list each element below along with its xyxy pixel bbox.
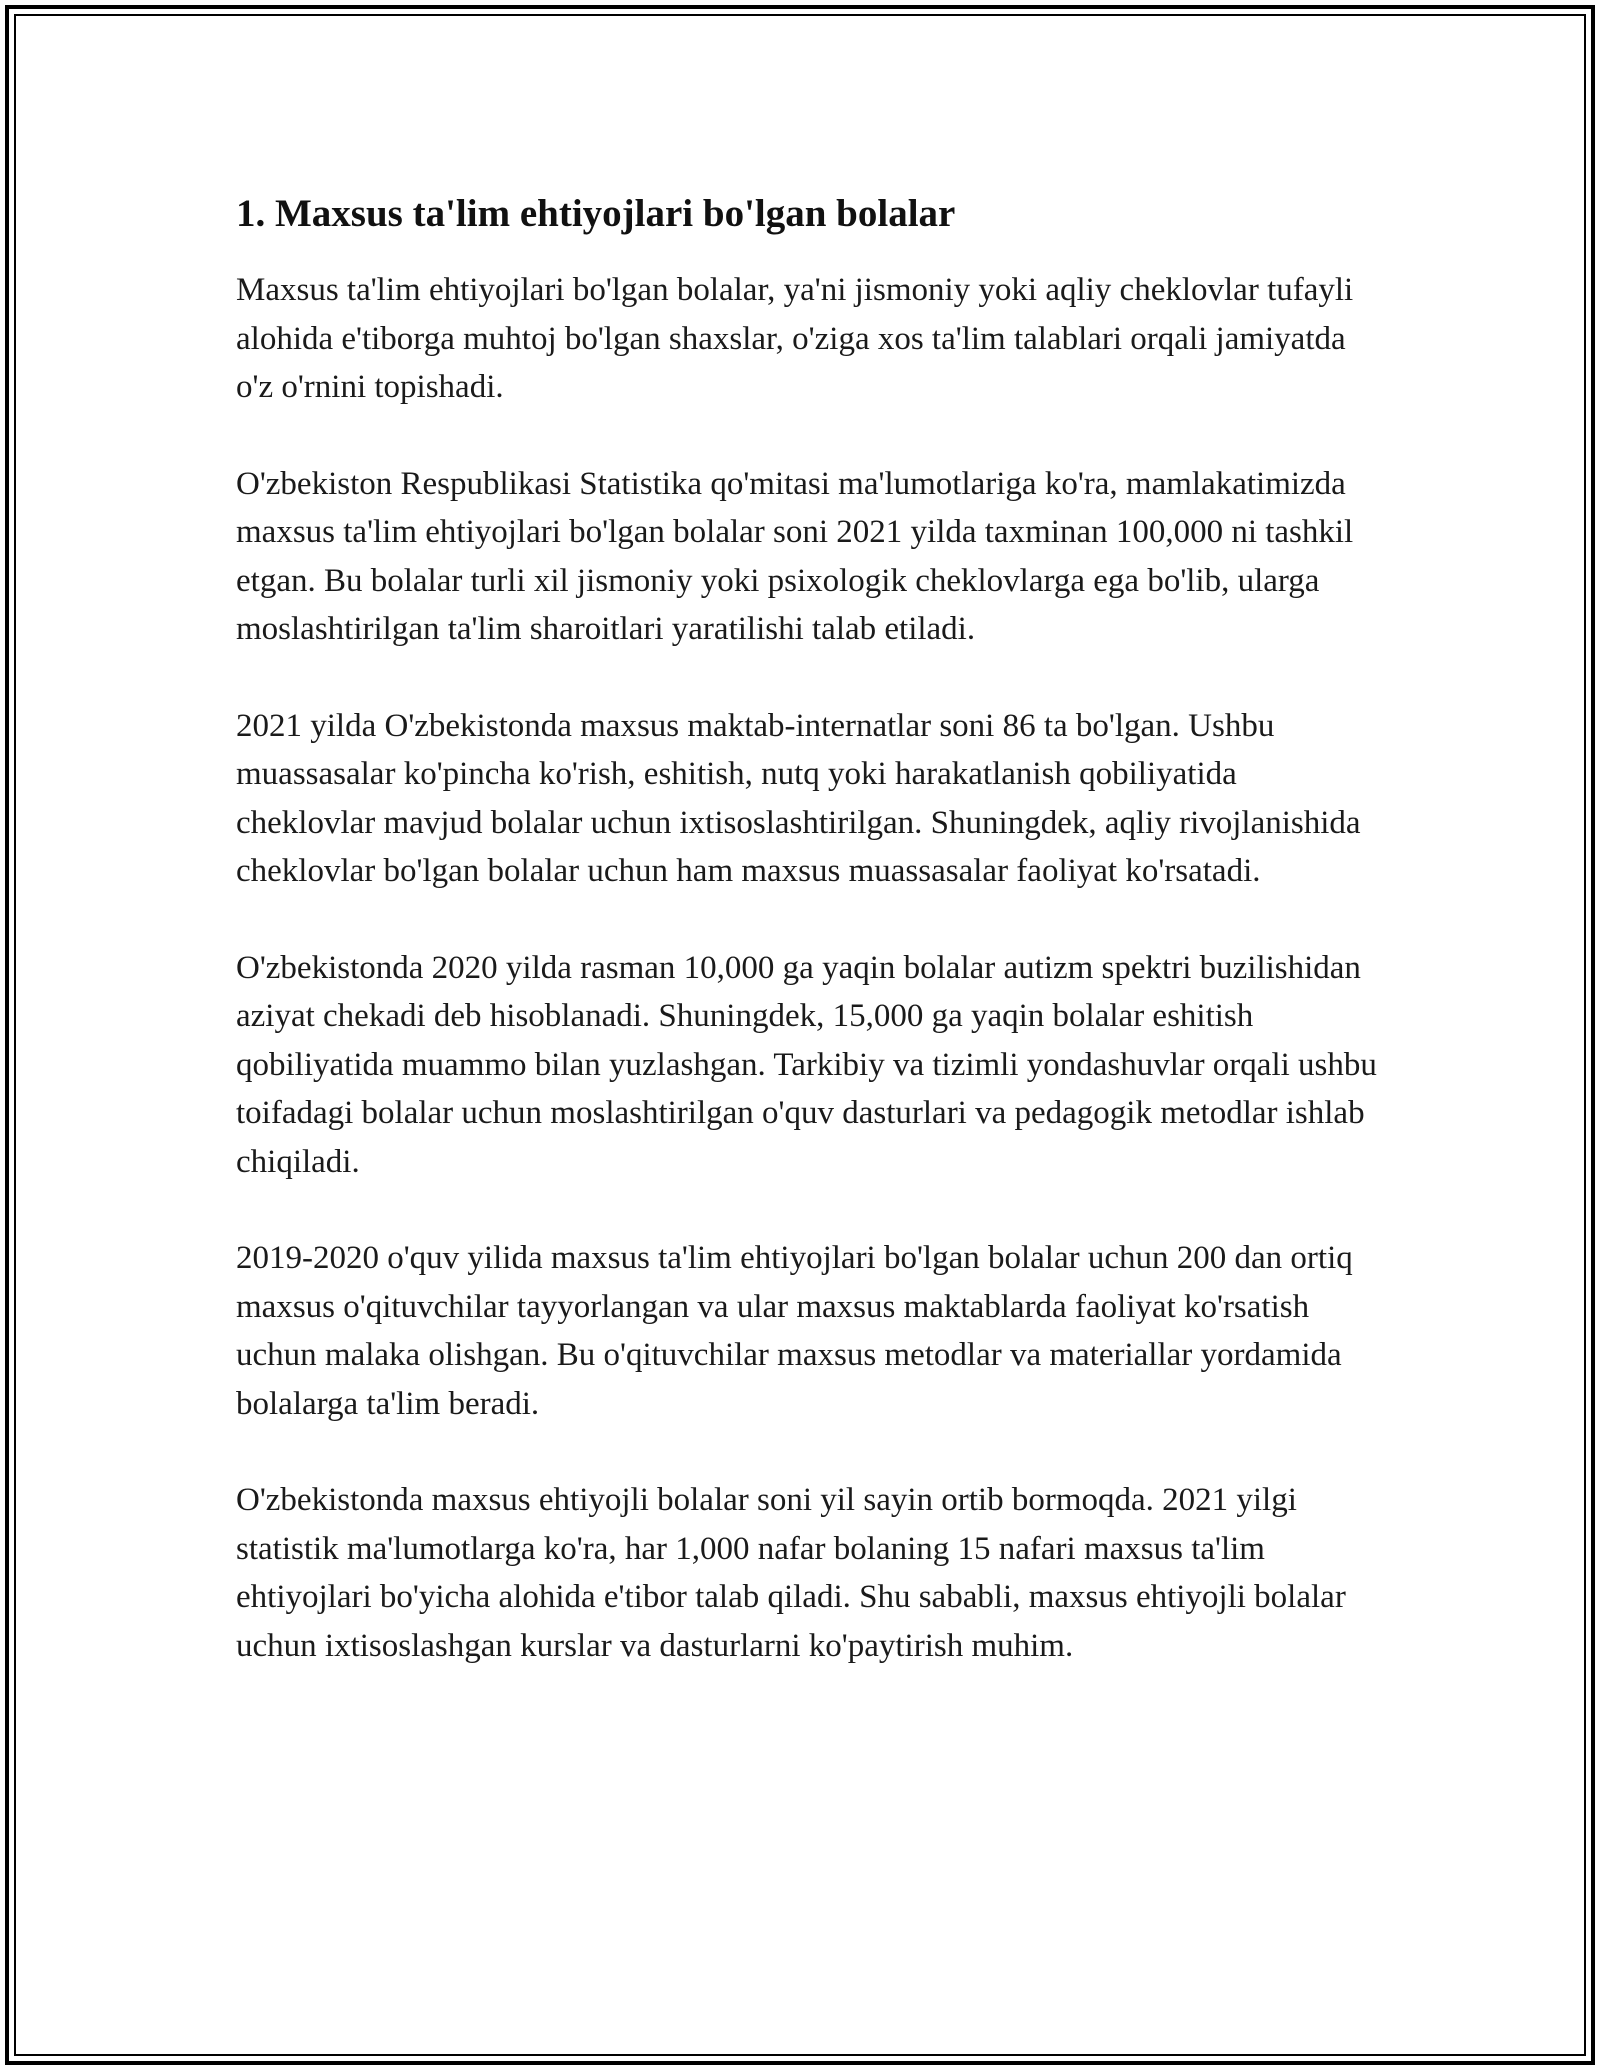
section-title: 1. Maxsus ta'lim ehtiyojlari bo'lgan bolalar xyxy=(236,192,956,235)
paragraph-teachers: 2019-2020 o'quv yilida maxsus ta'lim ehtiyojlari bo'lgan bolalar uchun 200 dan ortiq maxsus o'qituvchilar tayyorlangan va ular maxsus maktablarda faoliyat ko'rsatish uchun malaka olishgan. Bu o'qituvchilar maxsus metodlar va materiallar yordamida bolalarga ta'lim beradi. xyxy=(236,1240,1353,1422)
paragraph-statistics: O'zbekiston Respublikasi Statistika qo'mitasi ma'lumotlariga ko'ra, mamlakatimizda maxsus ta'lim ehtiyojlari bo'lgan bolalar soni 2021 yilda taxminan 100,000 ni tashkil etgan. Bu bolalar turli xil jismoniy yoki psixologik cheklovlarga ega bo'lib, ularga moslashtirilgan ta'lim sharoitlari yaratilishi talab etiladi. xyxy=(236,465,1354,647)
paragraph-intro: Maxsus ta'lim ehtiyojlari bo'lgan bolalar, ya'ni jismoniy yoki aqliy cheklovlar tufayli alohida e'tiborga muhtoj bo'lgan shaxslar, o'ziga xos ta'lim talablari orqali jamiyatda o'z o'rnini topishadi. xyxy=(236,272,1354,405)
paragraph-growth: O'zbekistonda maxsus ehtiyojli bolalar soni yil sayin ortib bormoqda. 2021 yilgi statistik ma'lumotlarga ko'ra, har 1,000 nafar bolaning 15 nafari maxsus ta'lim ehtiyojlari bo'yicha alohida e'tibor talab qiladi. Shu sababli, maxsus ehtiyojli bolalar uchun ixtisoslashgan kurslar va dasturlarni ko'paytirish muhim. xyxy=(236,1482,1346,1664)
paragraph-autism-hearing: O'zbekistonda 2020 yilda rasman 10,000 ga yaqin bolalar autizm spektri buzilishidan aziyat chekadi deb hisoblanadi. Shuningdek, 15,000 ga yaqin bolalar eshitish qobiliyatida muammo bilan yuzlashgan. Tarkibiy va tizimli yondashuvlar orqali ushbu toifadagi bolalar uchun moslashtirilgan o'quv dasturlari va pedagogik metodlar ishlab chiqiladi. xyxy=(236,949,1377,1180)
paragraph-boarding-schools: 2021 yilda O'zbekistonda maxsus maktab-internatlar soni 86 ta bo'lgan. Ushbu muassasalar ko'pincha ko'rish, eshitish, nutq yoki harakatlanish qobiliyatida cheklovlar mavjud bolalar uchun ixtisoslashtirilgan. Shuningdek, aqliy rivojlanishida cheklovlar bo'lgan bolalar uchun ham maxsus muassasalar faoliyat ko'rsatadi. xyxy=(236,707,1361,889)
document-body xyxy=(236,188,1381,1670)
